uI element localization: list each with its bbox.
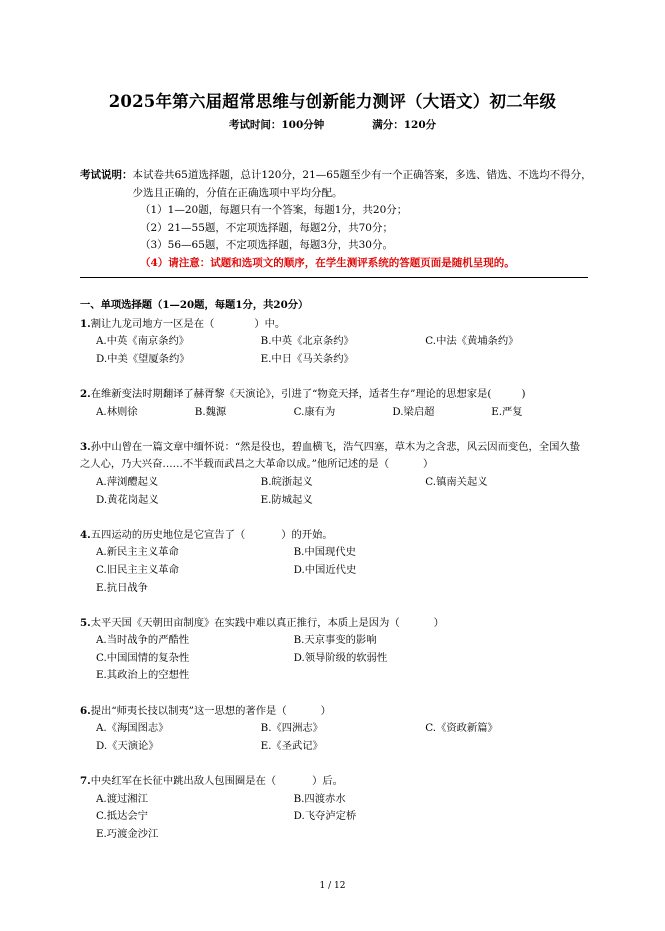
question-6 <box>80 703 590 756</box>
question-stem-end: ）的开始。 <box>281 528 333 541</box>
question-stem-end: ) <box>521 387 526 400</box>
option-c[interactable]: C.中法《黄埔条约》 <box>425 335 519 348</box>
question-stem: 孙中山曾在一篇文章中缅怀说：“然是役也，碧血横飞，浩气四塞，草木为之含悲，风云因而变色，全国久蛰之人心，乃大兴奋……不半载而武昌之大革命以成。”他所记述的是（ <box>80 440 580 471</box>
question-number: 2. <box>80 387 91 400</box>
question-number: 3. <box>80 440 91 453</box>
notes-item: （3）56—65题，不定项选择题，每题3分，共30分。 <box>140 239 393 251</box>
option-a[interactable]: A.渡过湘江 <box>96 792 148 805</box>
option-a[interactable]: A.林则徐 <box>96 405 138 418</box>
option-b[interactable]: B.中英《北京条约》 <box>260 335 354 348</box>
exam-time: 考试时间：100分钟 <box>228 119 325 131</box>
question-4 <box>80 527 590 597</box>
question-3 <box>80 439 590 509</box>
option-a[interactable]: A.新民主主义革命 <box>96 546 179 559</box>
option-a[interactable]: A.当时战争的严酷性 <box>96 634 190 647</box>
option-e[interactable]: E.《圣武记》 <box>260 739 323 752</box>
question-stem: 割让九龙司地方一区是在（ <box>90 317 215 330</box>
option-c[interactable]: C.镇南关起义 <box>425 475 488 488</box>
notes-item: （1）1—20题，每题只有一个答案，每题1分，共20分； <box>140 204 408 216</box>
page-number: 1 / 12 <box>319 881 346 891</box>
option-b[interactable]: B.天京事变的影响 <box>293 634 377 647</box>
option-b[interactable]: B.《四洲志》 <box>260 722 323 735</box>
page-title: 2025年第六届超常思维与创新能力测评（大语文）初二年级 <box>108 92 557 111</box>
option-a[interactable]: A.《海国图志》 <box>96 722 169 735</box>
question-stem-end: ） <box>320 704 331 717</box>
question-stem: 中央红军在长征中跳出敌人包围圈是在（ <box>90 775 277 788</box>
option-c[interactable]: C.康有为 <box>293 405 336 418</box>
divider <box>80 277 588 278</box>
question-stem: 太平天国《天朝田亩制度》在实践中难以真正推行，本质上是因为（ <box>90 616 400 629</box>
option-b[interactable]: B.皖浙起义 <box>260 475 313 488</box>
question-7 <box>80 773 590 843</box>
option-e[interactable]: E.抗日战争 <box>96 581 148 594</box>
option-d[interactable]: D.领导阶级的软弱性 <box>293 651 388 664</box>
option-c[interactable]: C.中国国情的复杂性 <box>96 651 190 664</box>
option-e[interactable]: E.其政治上的空想性 <box>96 669 190 682</box>
question-stem-end: ） <box>423 458 434 471</box>
exam-notes <box>80 167 592 272</box>
question-stem-end: ） <box>433 616 444 629</box>
exam-score: 满分：120分 <box>372 119 437 131</box>
option-e[interactable]: E.中日《马关条约》 <box>260 352 354 365</box>
notes-item: （2）21—55题，不定项选择题，每题2分，共70分； <box>140 221 393 234</box>
exam-meta <box>0 117 665 132</box>
notes-label: 考试说明： <box>80 169 133 181</box>
option-a[interactable]: A.萍浏醴起义 <box>96 475 159 488</box>
option-b[interactable]: B.魏源 <box>194 405 227 418</box>
option-d[interactable]: D.飞夺泸定桥 <box>293 810 357 823</box>
option-e[interactable]: E.严复 <box>491 405 523 418</box>
question-stem-end: ）中。 <box>254 317 286 330</box>
question-number: 5. <box>80 616 91 629</box>
question-number: 4. <box>80 528 91 541</box>
question-stem: 在维新变法时期翻译了赫胥黎《天演论》，引进了“物竞天择，适者生存”理论的思想家是( <box>90 387 492 400</box>
option-c[interactable]: C.《资政新篇》 <box>425 722 498 735</box>
notes-intro: 本试卷共65道选择题，总计120分，21—65题至少有一个正确答案，多选、错选、不选均不得分，少选且正确的，分值在正确选项中平均分配。 <box>132 169 592 199</box>
question-number: 7. <box>80 775 91 788</box>
option-d[interactable]: D.《天演论》 <box>96 739 159 752</box>
option-d[interactable]: D.中美《望厦条约》 <box>96 352 190 365</box>
option-d[interactable]: D.黄花岗起义 <box>96 493 159 506</box>
option-d[interactable]: D.梁启超 <box>392 405 435 418</box>
section-title: 一、单项选择题（1—20题，每题1分，共20分） <box>80 299 309 311</box>
question-stem: 提出“师夷长技以制夷”这一思想的著作是（ <box>90 704 287 717</box>
option-c[interactable]: C.抵达会宁 <box>96 810 148 823</box>
question-list <box>80 297 590 861</box>
question-2 <box>80 386 590 421</box>
question-5 <box>80 615 590 685</box>
question-number: 6. <box>80 704 91 717</box>
option-e[interactable]: E.巧渡金沙江 <box>96 827 159 840</box>
question-stem-end: ）后。 <box>312 775 343 788</box>
option-b[interactable]: B.中国现代史 <box>293 546 356 559</box>
option-a[interactable]: A.中英《南京条约》 <box>96 335 190 348</box>
question-stem: 五四运动的历史地位是它宣告了（ <box>90 528 246 541</box>
option-c[interactable]: C.旧民主主义革命 <box>96 563 179 576</box>
question-number: 1. <box>80 317 91 330</box>
option-d[interactable]: D.中国近代史 <box>293 563 357 576</box>
question-1 <box>80 316 590 369</box>
option-b[interactable]: B.四渡赤水 <box>293 792 346 805</box>
notes-warning: （4）请注意：试题和选项文的顺序，在学生测评系统的答题页面是随机呈现的。 <box>140 256 515 269</box>
option-e[interactable]: E.防城起义 <box>260 493 313 506</box>
